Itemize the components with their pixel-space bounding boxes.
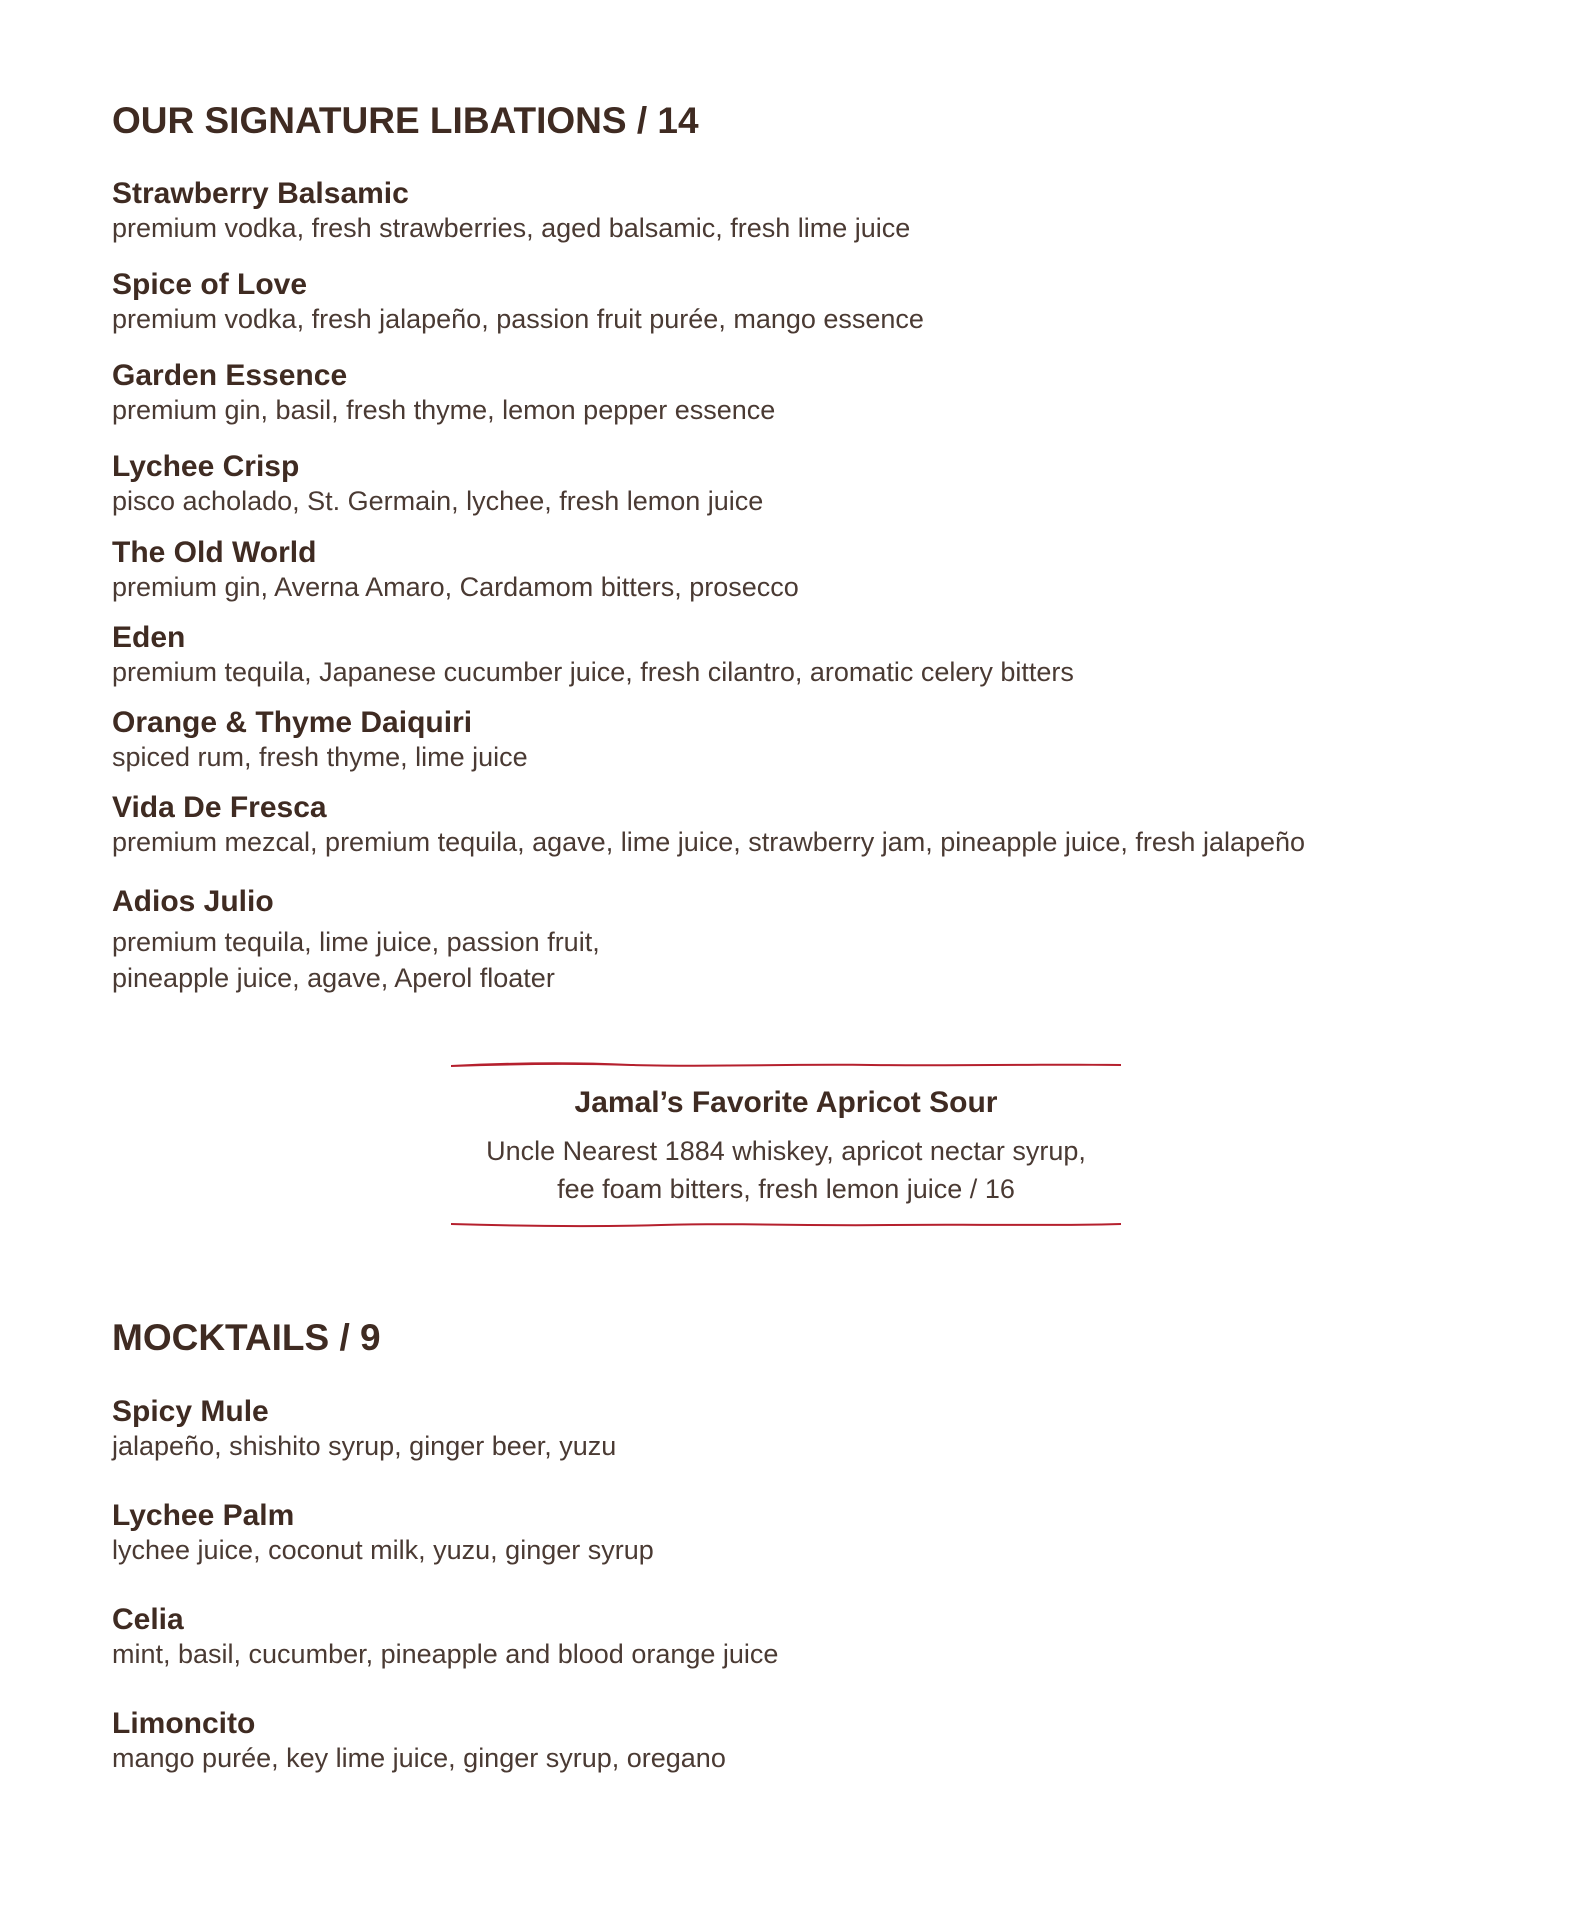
signature-section <box>112 100 699 142</box>
item-name: Spicy Mule <box>112 1395 269 1428</box>
item-name: Lychee Palm <box>112 1499 295 1532</box>
menu-item <box>112 622 1074 690</box>
item-name: Lychee Crisp <box>112 450 300 483</box>
mocktails-section <box>112 1317 381 1359</box>
decorative-rule-top <box>451 1060 1121 1068</box>
item-description: premium tequila, lime juice, passion fruit, <box>112 927 600 957</box>
item-description: premium mezcal, premium tequila, agave, lime juice, strawberry jam, pineapple juice, fresh jalapeño <box>112 827 1306 857</box>
item-description: spiced rum, fresh thyme, lime juice <box>112 742 528 772</box>
decorative-rule-bottom <box>451 1220 1121 1228</box>
item-description: mango purée, key lime juice, ginger syrup, oregano <box>112 1743 726 1773</box>
menu-item <box>112 886 600 996</box>
item-name: Orange & Thyme Daiquiri <box>112 706 473 739</box>
item-name: Spice of Love <box>112 268 308 301</box>
menu-item <box>112 1604 778 1672</box>
item-description: premium gin, basil, fresh thyme, lemon pepper essence <box>112 395 776 425</box>
menu-item <box>112 360 775 428</box>
item-description: premium vodka, fresh jalapeño, passion fruit purée, mango essence <box>112 304 924 334</box>
menu-item <box>112 451 763 519</box>
menu-item <box>112 1500 654 1568</box>
featured-description-line: Uncle Nearest 1884 whiskey, apricot nectar syrup, <box>486 1136 1086 1166</box>
item-description: pisco acholado, St. Germain, lychee, fresh lemon juice <box>112 486 764 516</box>
menu-item <box>112 537 799 605</box>
featured-description-line: fee foam bitters, fresh lemon juice / 16 <box>557 1174 1015 1204</box>
section-title-mocktails: MOCKTAILS / 9 <box>112 1317 381 1358</box>
featured-cocktail <box>451 1060 1121 1240</box>
menu-item <box>112 178 910 246</box>
item-description: premium tequila, Japanese cucumber juice, fresh cilantro, aromatic celery bitters <box>112 657 1074 687</box>
item-name: The Old World <box>112 536 317 569</box>
item-description: lychee juice, coconut milk, yuzu, ginger syrup <box>112 1535 654 1565</box>
menu-item <box>112 269 924 337</box>
section-title-signature: OUR SIGNATURE LIBATIONS / 14 <box>112 100 699 141</box>
menu-item <box>112 792 1305 860</box>
item-name: Eden <box>112 621 186 654</box>
featured-description <box>451 1132 1121 1208</box>
item-description: pineapple juice, agave, Aperol floater <box>112 963 555 993</box>
item-name: Limoncito <box>112 1707 256 1740</box>
item-name: Vida De Fresca <box>112 791 327 824</box>
item-name: Strawberry Balsamic <box>112 177 409 210</box>
item-description: jalapeño, shishito syrup, ginger beer, yuzu <box>112 1431 617 1461</box>
item-description: premium vodka, fresh strawberries, aged balsamic, fresh lime juice <box>112 213 911 243</box>
item-name: Adios Julio <box>112 885 274 918</box>
item-name: Celia <box>112 1603 184 1636</box>
item-name: Garden Essence <box>112 359 348 392</box>
item-description: mint, basil, cucumber, pineapple and blood orange juice <box>112 1639 779 1669</box>
menu-item <box>112 707 528 775</box>
menu-item <box>112 1396 616 1464</box>
menu-item <box>112 1708 726 1776</box>
featured-title: Jamal’s Favorite Apricot Sour <box>574 1086 998 1119</box>
item-description: premium gin, Averna Amaro, Cardamom bitters, prosecco <box>112 572 799 602</box>
